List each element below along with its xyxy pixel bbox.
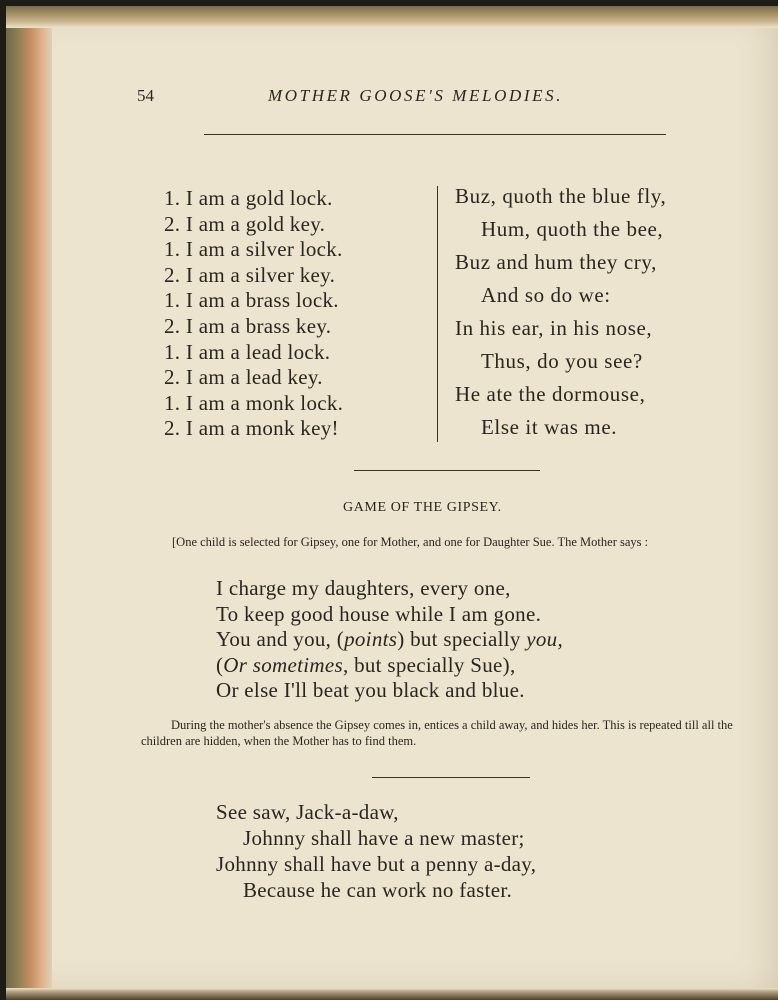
stage-direction: Or sometimes [223, 652, 343, 677]
verse-line: Hum, quoth the bee, [481, 217, 664, 241]
page-top-edge [6, 6, 778, 28]
verse-line: 1. I am a monk lock. [164, 390, 344, 415]
verse-line: See saw, Jack-a-daw, [216, 800, 399, 824]
running-title: MOTHER GOOSE'S MELODIES. [268, 86, 564, 105]
verse-line: 1. I am a lead lock. [164, 339, 331, 364]
verse-line: Buz and hum they cry, [455, 250, 657, 274]
verse-fragment: ) but specially [397, 627, 527, 652]
page-number: 54 [137, 86, 154, 105]
verse-line: He ate the dormouse, [455, 382, 646, 406]
verse-line: Or else I'll beat you black and blue. [216, 678, 525, 703]
verse-fragment: , but specially Sue), [342, 652, 516, 677]
verse-line: Else it was me. [481, 415, 618, 439]
verse-line: 2. I am a brass key. [164, 313, 332, 338]
section-rule [354, 470, 540, 471]
column-divider [437, 186, 438, 442]
section-rule [372, 777, 530, 778]
verse-fragment: ( [216, 652, 224, 677]
verse-line: 1. I am a gold lock. [164, 186, 333, 210]
verse-line: 2. I am a gold key. [164, 211, 326, 236]
verse-line: 2. I am a monk key! [164, 416, 339, 441]
game-title: GAME OF THE GIPSEY. [343, 500, 502, 515]
verse-fragment: You and you, ( [216, 627, 345, 652]
emphasis-word: you, [526, 627, 564, 652]
verse-line: I charge my daughters, every one, [216, 576, 511, 600]
verse-line: 2. I am a lead key. [164, 365, 323, 390]
stage-direction: points [344, 627, 398, 652]
buz-rhyme [455, 180, 666, 444]
verse-line: Johnny shall have a new master; [243, 826, 525, 850]
gipsey-verse [216, 576, 563, 704]
verse-line: Buz, quoth the blue fly, [455, 184, 667, 208]
verse-line: 1. I am a silver lock. [164, 237, 343, 262]
see-saw-rhyme [216, 799, 536, 903]
verse-line: To keep good house while I am gone. [216, 601, 542, 626]
lock-key-rhyme [164, 186, 343, 442]
verse-line: Because he can work no faster. [243, 878, 513, 902]
verse-line: Johnny shall have but a penny a-day, [216, 852, 537, 876]
verse-line [216, 653, 563, 679]
verse-line: In his ear, in his nose, [455, 316, 653, 340]
verse-line: Thus, do you see? [481, 349, 643, 373]
verse-line: 2. I am a silver key. [164, 262, 336, 287]
verse-line [216, 627, 563, 653]
book-spine-edge [6, 6, 52, 1000]
page-bottom-edge [6, 988, 778, 1000]
game-intro: [One child is selected for Gipsey, one for Mother, and one for Daughter Sue. The Mother says : [172, 535, 649, 549]
verse-line: 1. I am a brass lock. [164, 288, 339, 313]
verse-line: And so do we: [481, 283, 611, 307]
header-rule [204, 134, 666, 135]
game-outro: During the mother's absence the Gipsey comes in, entices a child away, and hides her. This is repeated till all the children are hidden, when the Mother has to find them. [141, 718, 733, 748]
